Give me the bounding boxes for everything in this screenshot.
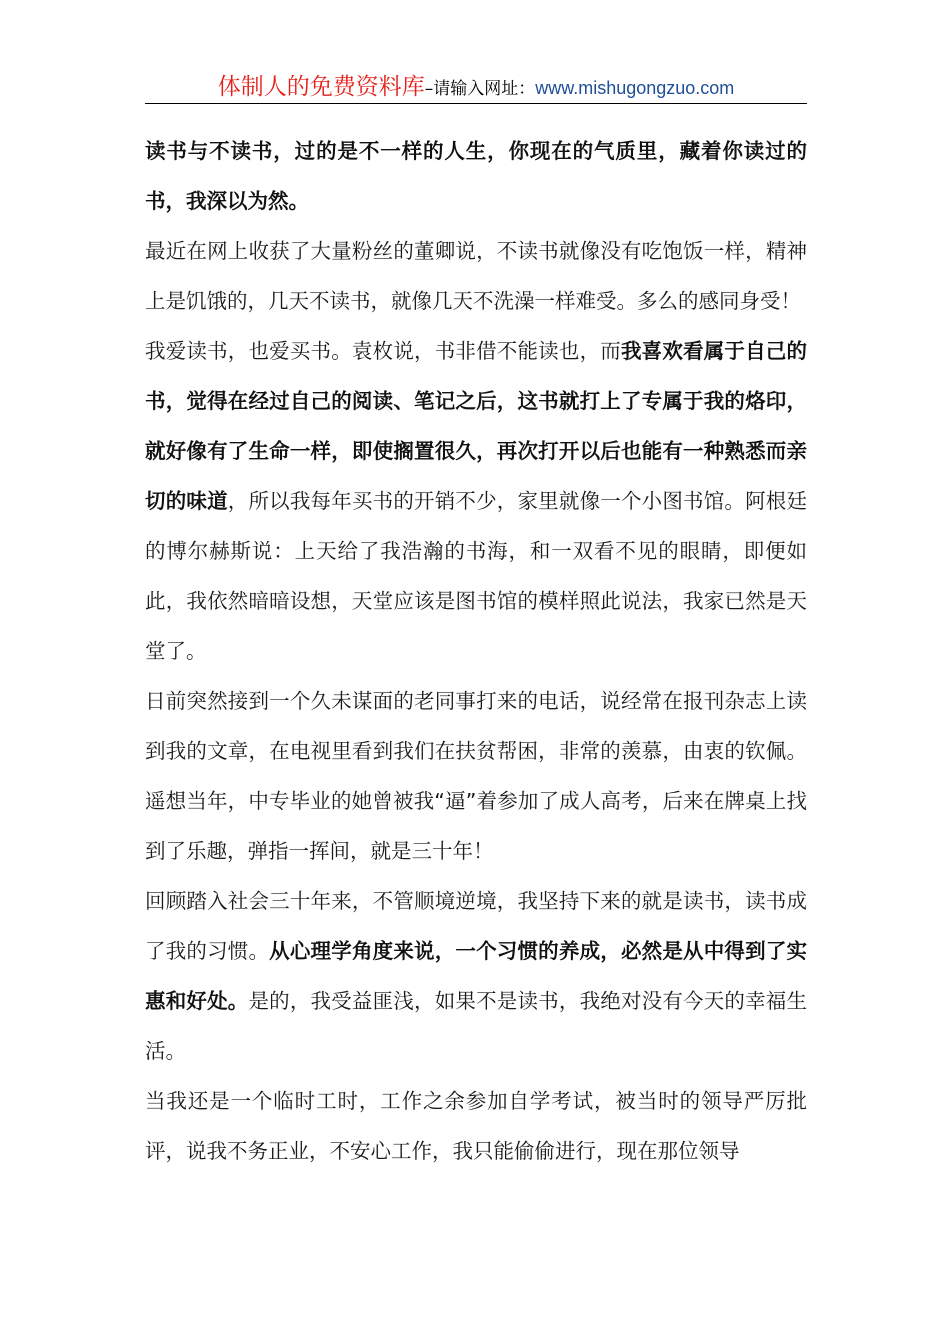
article-paragraph xyxy=(145,676,807,876)
page-header xyxy=(145,72,807,104)
emphasized-text: 我喜欢看属于自己的书，觉得在经过自己的阅读、笔记之后，这书就打上了专属于我的烙印，就好像有了生命一样，即使搁置很久，再次打开以后也能有一种熟悉而亲切的味道 xyxy=(145,339,808,513)
brand-title: 体制人的免费资料库 xyxy=(217,74,425,100)
paragraph-text: 是的，我受益匪浅，如果不是读书，我绝对没有今天的幸福生活。 xyxy=(145,989,807,1063)
paragraph-text: 当我还是一个临时工时，工作之余参加自学考试，被当时的领导严厉批评，说我不务正业，不安心工作，我只能偷偷进行，现在那位领导 xyxy=(145,1089,807,1163)
article-paragraph xyxy=(145,226,807,326)
paragraph-text: ，所以我每年买书的开销不少，家里就像一个小图书馆。阿根廷的博尔赫斯说：上天给了我浩瀚的书海，和一双看不见的眼睛，即便如此，我依然暗暗设想，天堂应该是图书馆的模样照此说法，我家已然是天堂了。 xyxy=(145,489,808,663)
emphasized-text: 读书与不读书，过的是不一样的人生，你现在的气质里，藏着你读过的书，我深以为然。 xyxy=(145,139,807,213)
paragraph-text: 最近在网上收获了大量粉丝的董卿说，不读书就像没有吃饱饭一样，精神上是饥饿的，几天不读书，就像几天不洗澡一样难受。多么的感同身受！ xyxy=(145,239,807,313)
url-prompt: –请输入网址： xyxy=(424,79,536,99)
paragraph-text: 我爱读书，也爱买书。袁枚说，书非借不能读也，而 xyxy=(145,339,621,363)
website-link[interactable]: www.mishugongzuo.com xyxy=(535,78,735,98)
paragraph-text: 日前突然接到一个久未谋面的老同事打来的电话，说经常在报刊杂志上读到我的文章，在电视里看到我们在扶贫帮困，非常的羡慕，由衷的钦佩。遥想当年，中专毕业的她曾被我“逼”着参加了成人高考，后来在牌桌上找到了乐趣，弹指一挥间，就是三十年！ xyxy=(145,689,807,863)
emphasized-text: 从心理学角度来说，一个习惯的养成，必然是从中得到了实惠和好处。 xyxy=(145,939,808,1013)
article-paragraph xyxy=(145,126,807,226)
article-paragraph xyxy=(145,326,807,676)
article-paragraph xyxy=(145,1076,807,1176)
article-body xyxy=(145,126,807,1176)
article-paragraph xyxy=(145,876,807,1076)
paragraph-text: 回顾踏入社会三十年来，不管顺境逆境，我坚持下来的就是读书，读书成了我的习惯。 xyxy=(145,889,807,963)
